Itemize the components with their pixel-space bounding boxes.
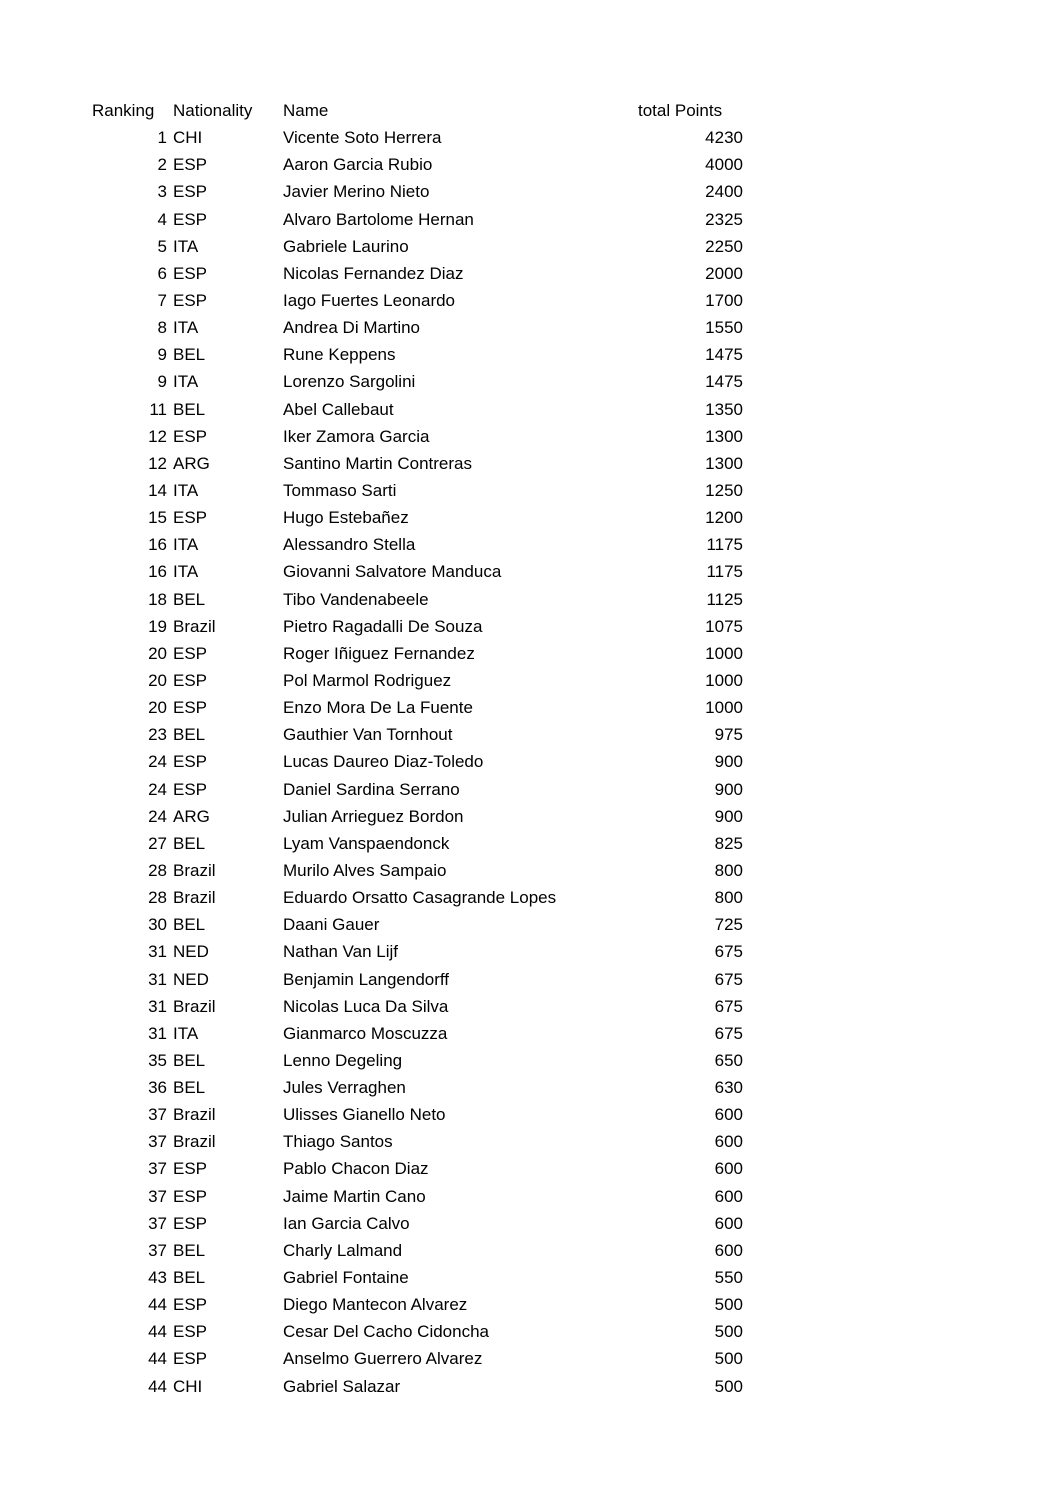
- table-row: [90, 1020, 745, 1047]
- cell-points: 500: [714, 1322, 743, 1342]
- table-row: [90, 667, 745, 694]
- cell-name: Ian Garcia Calvo: [283, 1213, 410, 1233]
- table-row: [90, 368, 745, 395]
- table-row: [90, 1183, 745, 1210]
- table-row: [90, 911, 745, 938]
- cell-nationality: Brazil: [173, 616, 216, 636]
- cell-name: Jaime Martin Cano: [283, 1186, 426, 1206]
- cell-nationality: Brazil: [173, 996, 216, 1016]
- cell-points: 600: [714, 1240, 743, 1260]
- cell-nationality: ESP: [173, 1322, 208, 1342]
- cell-nationality: NED: [173, 969, 209, 989]
- cell-nationality: ESP: [173, 1159, 208, 1179]
- cell-points: 675: [714, 969, 743, 989]
- cell-name: Roger Iñiguez Fernandez: [283, 643, 475, 663]
- cell-name: Enzo Mora De La Fuente: [283, 698, 473, 718]
- table-row: [90, 938, 745, 965]
- cell-ranking: 31: [148, 969, 167, 989]
- cell-name: Gabriel Fontaine: [283, 1268, 409, 1288]
- cell-ranking: 18: [148, 589, 167, 609]
- cell-name: Pietro Ragadalli De Souza: [283, 616, 483, 636]
- table-row: [90, 1291, 745, 1318]
- cell-points: 1550: [705, 318, 743, 338]
- cell-name: Thiago Santos: [283, 1132, 393, 1152]
- table-row: [90, 396, 745, 423]
- table-row: [90, 993, 745, 1020]
- table-row: [90, 1210, 745, 1237]
- cell-points: 975: [714, 725, 743, 745]
- table-row: [90, 178, 745, 205]
- cell-ranking: 37: [148, 1105, 167, 1125]
- cell-points: 600: [714, 1186, 743, 1206]
- cell-ranking: 31: [148, 942, 167, 962]
- cell-name: Anselmo Guerrero Alvarez: [283, 1349, 483, 1369]
- cell-points: 800: [714, 860, 743, 880]
- cell-points: 1475: [705, 372, 743, 392]
- cell-points: 500: [714, 1376, 743, 1396]
- cell-name: Pol Marmol Rodriguez: [283, 670, 452, 690]
- header-ranking: Ranking: [92, 101, 155, 120]
- table-row: [90, 531, 745, 558]
- table-row: [90, 694, 745, 721]
- cell-points: 4230: [705, 128, 743, 148]
- cell-ranking: 2: [157, 155, 167, 175]
- cell-nationality: CHI: [173, 1376, 203, 1396]
- cell-ranking: 23: [148, 725, 167, 745]
- cell-nationality: ESP: [173, 182, 208, 202]
- cell-name: Benjamin Langendorff: [283, 969, 450, 989]
- header-nationality: Nationality: [173, 101, 253, 120]
- cell-ranking: 20: [148, 643, 167, 663]
- table-row: [90, 1101, 745, 1128]
- cell-name: Murilo Alves Sampaio: [283, 860, 447, 880]
- cell-name: Ulisses Gianello Neto: [283, 1105, 446, 1125]
- cell-ranking: 24: [148, 752, 167, 772]
- cell-name: Julian Arrieguez Bordon: [283, 806, 464, 826]
- cell-ranking: 4: [157, 209, 167, 229]
- cell-ranking: 5: [157, 236, 167, 256]
- cell-ranking: 8: [157, 318, 167, 338]
- cell-points: 1000: [705, 698, 743, 718]
- cell-name: Aaron Garcia Rubio: [283, 155, 433, 175]
- cell-ranking: 31: [148, 1023, 167, 1043]
- cell-points: 675: [714, 1023, 743, 1043]
- cell-ranking: 31: [148, 996, 167, 1016]
- cell-ranking: 20: [148, 670, 167, 690]
- cell-name: Abel Callebaut: [283, 399, 394, 419]
- cell-points: 1000: [705, 670, 743, 690]
- cell-name: Eduardo Orsatto Casagrande Lopes: [283, 888, 557, 908]
- cell-ranking: 14: [148, 480, 167, 500]
- table-row: [90, 314, 745, 341]
- cell-ranking: 24: [148, 806, 167, 826]
- cell-ranking: 28: [148, 888, 167, 908]
- cell-ranking: 24: [148, 779, 167, 799]
- cell-points: 1175: [706, 562, 743, 582]
- cell-ranking: 37: [148, 1159, 167, 1179]
- cell-nationality: ITA: [173, 318, 199, 338]
- cell-nationality: ESP: [173, 1295, 208, 1315]
- table-row: [90, 1373, 745, 1400]
- cell-name: Pablo Chacon Diaz: [283, 1159, 429, 1179]
- cell-points: 1700: [705, 290, 743, 310]
- cell-nationality: ESP: [173, 1349, 208, 1369]
- cell-points: 630: [714, 1078, 743, 1098]
- table-row: [90, 1345, 745, 1372]
- cell-points: 1475: [705, 345, 743, 365]
- table-row: [90, 1128, 745, 1155]
- cell-points: 1350: [705, 399, 743, 419]
- cell-nationality: BEL: [173, 833, 206, 853]
- cell-ranking: 30: [148, 915, 167, 935]
- table-row: [90, 1155, 745, 1182]
- cell-name: Andrea Di Martino: [283, 318, 421, 338]
- table-row: [90, 857, 745, 884]
- cell-points: 900: [714, 752, 743, 772]
- cell-name: Lenno Degeling: [283, 1050, 403, 1070]
- table-row: [90, 450, 745, 477]
- table-row: [90, 830, 745, 857]
- cell-name: Lucas Daureo Diaz-Toledo: [283, 752, 484, 772]
- cell-points: 550: [714, 1268, 743, 1288]
- cell-name: Gauthier Van Tornhout: [283, 725, 453, 745]
- cell-nationality: ESP: [173, 155, 208, 175]
- cell-ranking: 16: [148, 535, 167, 555]
- cell-points: 900: [714, 806, 743, 826]
- cell-ranking: 16: [148, 562, 167, 582]
- cell-nationality: Brazil: [173, 860, 216, 880]
- cell-points: 1175: [706, 535, 743, 555]
- cell-ranking: 12: [148, 426, 167, 446]
- cell-points: 600: [714, 1105, 743, 1125]
- cell-points: 500: [714, 1349, 743, 1369]
- header-name: Name: [283, 101, 329, 120]
- cell-name: Tibo Vandenabeele: [283, 589, 429, 609]
- cell-name: Iago Fuertes Leonardo: [283, 290, 456, 310]
- cell-nationality: ARG: [173, 453, 210, 473]
- cell-nationality: BEL: [173, 725, 206, 745]
- cell-nationality: BEL: [173, 345, 206, 365]
- cell-nationality: BEL: [173, 589, 206, 609]
- cell-nationality: CHI: [173, 128, 203, 148]
- table-row: [90, 504, 745, 531]
- table-row: [90, 1237, 745, 1264]
- cell-nationality: ITA: [173, 480, 199, 500]
- cell-name: Lorenzo Sargolini: [283, 372, 416, 392]
- cell-points: 2325: [705, 209, 743, 229]
- cell-nationality: BEL: [173, 1050, 206, 1070]
- ranking-table: [90, 97, 745, 1400]
- cell-ranking: 7: [157, 290, 167, 310]
- cell-nationality: Brazil: [173, 1132, 216, 1152]
- cell-name: Gabriele Laurino: [283, 236, 409, 256]
- cell-name: Santino Martin Contreras: [283, 453, 472, 473]
- cell-ranking: 9: [157, 372, 167, 392]
- cell-nationality: ITA: [173, 236, 199, 256]
- cell-name: Daani Gauer: [283, 915, 380, 935]
- table-body: [90, 124, 745, 1400]
- cell-name: Nicolas Luca Da Silva: [283, 996, 449, 1016]
- table-row: [90, 966, 745, 993]
- cell-nationality: ESP: [173, 1186, 208, 1206]
- cell-ranking: 44: [148, 1376, 167, 1396]
- cell-points: 2250: [705, 236, 743, 256]
- cell-name: Alvaro Bartolome Hernan: [283, 209, 474, 229]
- table-row: [90, 776, 745, 803]
- cell-name: Daniel Sardina Serrano: [283, 779, 460, 799]
- cell-ranking: 44: [148, 1322, 167, 1342]
- cell-ranking: 9: [157, 345, 167, 365]
- cell-points: 4000: [705, 155, 743, 175]
- table-row: [90, 206, 745, 233]
- cell-ranking: 36: [148, 1078, 167, 1098]
- cell-ranking: 37: [148, 1186, 167, 1206]
- cell-points: 2000: [705, 263, 743, 283]
- cell-points: 900: [714, 779, 743, 799]
- cell-nationality: ITA: [173, 535, 199, 555]
- cell-name: Nathan Van Lijf: [283, 942, 398, 962]
- cell-nationality: ESP: [173, 1213, 208, 1233]
- cell-ranking: 3: [157, 182, 167, 202]
- table-row: [90, 640, 745, 667]
- cell-nationality: ESP: [173, 752, 208, 772]
- cell-points: 1000: [705, 643, 743, 663]
- cell-nationality: ESP: [173, 209, 208, 229]
- cell-points: 1200: [705, 508, 743, 528]
- cell-ranking: 35: [148, 1050, 167, 1070]
- table-row: [90, 1074, 745, 1101]
- cell-nationality: ITA: [173, 1023, 199, 1043]
- table-row: [90, 124, 745, 151]
- cell-nationality: Brazil: [173, 1105, 216, 1125]
- cell-points: 800: [714, 888, 743, 908]
- cell-name: Lyam Vanspaendonck: [283, 833, 450, 853]
- table-row: [90, 260, 745, 287]
- cell-name: Giovanni Salvatore Manduca: [283, 562, 502, 582]
- cell-ranking: 20: [148, 698, 167, 718]
- table-row: [90, 477, 745, 504]
- cell-points: 500: [714, 1295, 743, 1315]
- cell-points: 825: [714, 833, 743, 853]
- table-row: [90, 423, 745, 450]
- cell-nationality: BEL: [173, 1078, 206, 1098]
- cell-nationality: BEL: [173, 1240, 206, 1260]
- table-row: [90, 1318, 745, 1345]
- cell-name: Vicente Soto Herrera: [283, 128, 442, 148]
- cell-ranking: 12: [148, 453, 167, 473]
- table-row: [90, 1047, 745, 1074]
- cell-nationality: ESP: [173, 263, 208, 283]
- cell-nationality: ARG: [173, 806, 210, 826]
- cell-name: Cesar Del Cacho Cidoncha: [283, 1322, 489, 1342]
- table-row: [90, 586, 745, 613]
- cell-points: 2400: [705, 182, 743, 202]
- table-row: [90, 721, 745, 748]
- cell-name: Hugo Estebañez: [283, 508, 409, 528]
- cell-nationality: ESP: [173, 643, 208, 663]
- cell-nationality: ITA: [173, 372, 199, 392]
- cell-points: 1300: [705, 453, 743, 473]
- cell-ranking: 15: [148, 508, 167, 528]
- cell-points: 675: [714, 996, 743, 1016]
- cell-points: 600: [714, 1159, 743, 1179]
- cell-nationality: ESP: [173, 698, 208, 718]
- table-row: [90, 1264, 745, 1291]
- cell-points: 650: [714, 1050, 743, 1070]
- table-row: [90, 558, 745, 585]
- cell-points: 1125: [706, 589, 743, 609]
- cell-name: Charly Lalmand: [283, 1240, 403, 1260]
- cell-points: 1075: [705, 616, 743, 636]
- cell-nationality: ESP: [173, 426, 208, 446]
- cell-ranking: 44: [148, 1295, 167, 1315]
- cell-name: Tommaso Sarti: [283, 480, 397, 500]
- cell-ranking: 43: [148, 1268, 167, 1288]
- table-row: [90, 613, 745, 640]
- table-row: [90, 151, 745, 178]
- cell-points: 725: [714, 915, 743, 935]
- cell-nationality: ESP: [173, 290, 208, 310]
- cell-ranking: 28: [148, 860, 167, 880]
- table-row: [90, 341, 745, 368]
- cell-name: Rune Keppens: [283, 345, 396, 365]
- cell-ranking: 37: [148, 1213, 167, 1233]
- cell-nationality: BEL: [173, 1268, 206, 1288]
- cell-nationality: ESP: [173, 779, 208, 799]
- table-header-row: [90, 97, 745, 124]
- table-row: [90, 884, 745, 911]
- cell-name: Iker Zamora Garcia: [283, 426, 430, 446]
- cell-ranking: 44: [148, 1349, 167, 1369]
- cell-nationality: ITA: [173, 562, 199, 582]
- cell-name: Gabriel Salazar: [283, 1376, 401, 1396]
- cell-points: 600: [714, 1132, 743, 1152]
- cell-nationality: NED: [173, 942, 209, 962]
- cell-name: Jules Verraghen: [283, 1078, 406, 1098]
- table-row: [90, 803, 745, 830]
- cell-name: Javier Merino Nieto: [283, 182, 430, 202]
- cell-name: Nicolas Fernandez Diaz: [283, 263, 464, 283]
- cell-points: 1300: [705, 426, 743, 446]
- cell-ranking: 37: [148, 1132, 167, 1152]
- cell-ranking: 1: [157, 128, 167, 148]
- cell-name: Diego Mantecon Alvarez: [283, 1295, 468, 1315]
- cell-ranking: 27: [148, 833, 167, 853]
- cell-ranking: 6: [157, 263, 167, 283]
- cell-nationality: ESP: [173, 508, 208, 528]
- cell-points: 675: [714, 942, 743, 962]
- table-row: [90, 748, 745, 775]
- cell-points: 1250: [705, 480, 743, 500]
- cell-ranking: 19: [148, 616, 167, 636]
- table-row: [90, 287, 745, 314]
- cell-ranking: 37: [148, 1240, 167, 1260]
- header-total-points: total Points: [638, 101, 723, 120]
- cell-name: Gianmarco Moscuzza: [283, 1023, 448, 1043]
- cell-name: Alessandro Stella: [283, 535, 416, 555]
- cell-nationality: ESP: [173, 670, 208, 690]
- cell-nationality: BEL: [173, 399, 206, 419]
- cell-points: 600: [714, 1213, 743, 1233]
- table-row: [90, 233, 745, 260]
- cell-nationality: BEL: [173, 915, 206, 935]
- cell-ranking: 11: [149, 399, 167, 419]
- cell-nationality: Brazil: [173, 888, 216, 908]
